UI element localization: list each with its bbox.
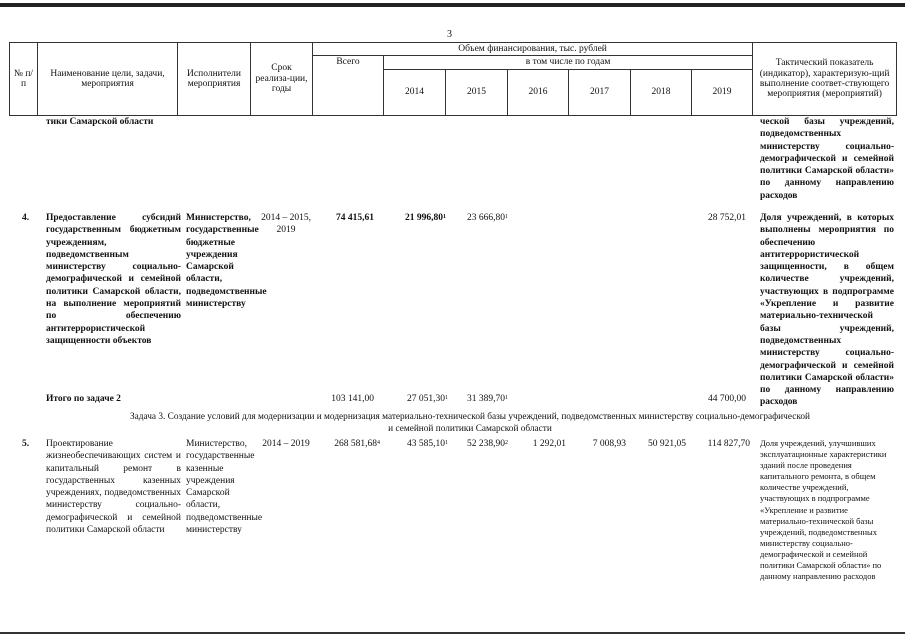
- total2-2014: 27 051,30$^1$: [407, 394, 448, 404]
- row5-name: Проектирование жизнеобеспечивающих систем и капитальный ремонт в государственных казенных учреждениях, подведомственных министерству социально-демографической и семейной политики Самарской области: [46, 439, 181, 536]
- row4-total: 74 415,61: [336, 213, 374, 223]
- header-year: 2017: [569, 69, 631, 115]
- header-year: 2018: [631, 69, 692, 115]
- header-total: Всего: [313, 56, 384, 115]
- header-term: Срок реализа-ции, годы: [251, 43, 313, 116]
- row4-indicator: Доля учреждений, в которых выполнены мероприятия по обеспечению антитеррористической защищенности, в общем количестве учреждений, участвующих в подпрограмме «Укрепление и развитие материально-технической базы учреждений, подведомственных министерству социально-демографической и семейной политики Самарской области» по данному направлению расходов: [760, 213, 894, 408]
- row4-num: 4.: [22, 213, 30, 223]
- header-year: 2016: [508, 69, 569, 115]
- row5-term: 2014 – 2019: [262, 439, 310, 449]
- row4-2015: 23 666,80$^1$: [467, 213, 508, 223]
- cont-indicator: ческой базы учреждений, подведомственных министерству социально-демографической и семейной политики Самарской области» по данному направлению расходов: [760, 117, 894, 201]
- total2-label: Итого по задаче 2: [46, 394, 121, 404]
- row5-indicator: Доля учреждений, улучшивших эксплуатационные характеристики зданий после проведения капитального ремонта, в общем количестве учреждений, участвующих в подпрограмме «Укрепление и развитие материально-технической базы учреждений, подведомственных министерству социально-демографической и семейной политики Самарской области» по данному направлению расходов: [760, 438, 887, 582]
- row4-name: Предоставление субсидий государственным бюджетным учреждениям, подведомственным министерству социально-демографической и семейной политики Самарской области, на выполнение мероприятий по обеспечению антитеррористической защищенности объектов: [46, 213, 181, 346]
- bottom-rule: [0, 632, 905, 634]
- row4-term: 2014 – 2015, 2019: [261, 213, 311, 236]
- row5-executors: Министерство, государственные казенные учреждения Самарской области, подведомственные министерству: [186, 439, 263, 536]
- row5-2018: 50 921,05: [648, 439, 686, 449]
- header-by-years: в том числе по годам: [384, 56, 753, 69]
- header-indicator: Тактический показатель (индикатор), характеризую-щий выполнение соответ-ствующего мероприятия (мероприятий): [753, 43, 897, 116]
- row5-2015: 52 238,90$^2$: [467, 439, 508, 449]
- page-number: 3: [447, 29, 452, 40]
- header-executors: Исполнители мероприятия: [178, 43, 251, 116]
- header-financing: Объем финансирования, тыс. рублей: [313, 43, 753, 56]
- row5-num: 5.: [22, 439, 30, 449]
- row5-2016: 1 292,01: [532, 439, 566, 449]
- row4-executors: Министерство, государственные бюджетные учреждения Самарской области, подведомственные министерству: [186, 213, 267, 310]
- total2-2019: 44 700,00: [708, 394, 746, 404]
- row4-2019: 28 752,01: [708, 213, 746, 223]
- header-num: № п/п: [10, 43, 38, 116]
- row5-total: 268 581,68$^4$: [334, 439, 380, 449]
- row4-2014: 21 996,80$^1$: [405, 213, 446, 223]
- header-name: Наименование цели, задачи, мероприятия: [38, 43, 178, 116]
- task3-line1: Задача 3. Создание условий для модернизации и модернизация материально-технической базы учреждений, подведомственных министерству социально-демографической: [129, 412, 810, 422]
- row5-2019: 114 827,70: [707, 439, 750, 449]
- total2-total: 103 141,00: [331, 394, 374, 404]
- header-year: 2015: [446, 69, 508, 115]
- header-year: 2014: [384, 69, 446, 115]
- total2-2015: 31 389,70$^1$: [467, 394, 508, 404]
- row5-2017: 7 008,93: [592, 439, 626, 449]
- task3-line2: и семейной политики Самарской области: [388, 424, 552, 434]
- row5-2014: 43 585,10$^1$: [407, 439, 448, 449]
- cont-name: тики Самарской области: [46, 117, 154, 127]
- header-year: 2019: [692, 69, 753, 115]
